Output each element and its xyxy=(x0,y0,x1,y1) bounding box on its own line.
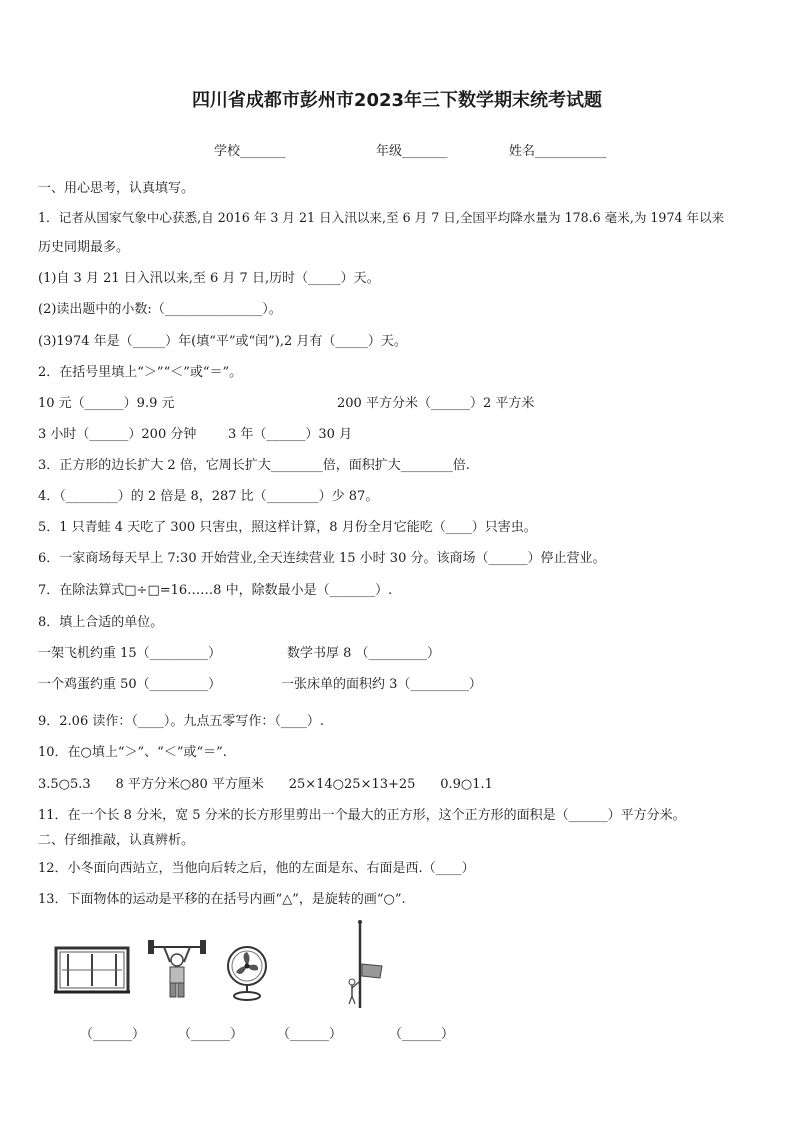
q1-part1: (1)自 3 月 21 日入汛以来,至 6 月 7 日,历时（_____）天。 xyxy=(38,271,380,286)
q7: 7．在除法算式□÷□=16……8 中，除数最小是（_______）. xyxy=(38,583,393,598)
section-1-heading: 一、用心思考，认真填写。 xyxy=(38,181,195,196)
q13-answer-1: （______） xyxy=(80,1027,146,1042)
page-title: 四川省成都市彭州市2023年三下数学期末统考试题 xyxy=(191,90,603,111)
q13-answer-2: （______） xyxy=(178,1027,244,1042)
q8-item-c: 一个鸡蛋约重 50（_________） xyxy=(38,677,222,692)
q8-item-a: 一架飞机约重 15（_________） xyxy=(38,646,222,661)
weightlifter-icon xyxy=(146,938,208,1006)
fan-icon xyxy=(222,944,272,1006)
q13-figures xyxy=(50,918,470,1008)
q8-item-d: 一张床单的面积约 3（_________） xyxy=(281,677,482,692)
q8-stem: 8．填上合适的单位。 xyxy=(38,615,164,630)
window-icon xyxy=(54,946,130,1000)
q9: 9．2.06 读作：（____）。九点五零写作：（____）. xyxy=(38,714,324,729)
q1-part3: (3)1974 年是（_____）年(填“平”或“闰”),2 月有（_____）天。 xyxy=(38,334,407,349)
q12: 12．小冬面向西站立，当他向后转之后，他的左面是东、右面是西.（____） xyxy=(38,861,475,876)
q3: 3．正方形的边长扩大 2 倍，它周长扩大________倍，面积扩大________倍. xyxy=(38,458,470,473)
q11: 11．在一个长 8 分米，宽 5 分米的长方形里剪出一个最大的正方形，这个正方形的面积是（______）平方分米。 xyxy=(38,808,686,823)
q1-line1: 1．记者从国家气象中心获悉,自 2016 年 3 月 21 日入汛以来,至 6 月 7 日,全国平均降水量为 178.6 毫米,为 1974 年以来 xyxy=(38,210,725,225)
q2-item-a: 10 元（______）9.9 元 xyxy=(38,396,175,411)
q5: 5．1 只青蛙 4 天吃了 300 只害虫，照这样计算，8 月份全月它能吃（____）只害虫。 xyxy=(38,520,537,535)
q4: 4．（________）的 2 倍是 8，287 比（________）少 87。 xyxy=(38,489,379,504)
q8-item-b: 数学书厚 8 （_________） xyxy=(287,646,441,661)
q6: 6．一家商场每天早上 7:30 开始营业,全天连续营业 15 小时 30 分。该商场（______）停止营业。 xyxy=(38,551,606,566)
q10-items: 3.5○5.3 8 平方分米○80 平方厘米 25×14○25×13+25 0.9○1.1 xyxy=(38,777,493,792)
name-field: 姓名___________ xyxy=(509,144,607,159)
q1-line2: 历史同期最多。 xyxy=(38,240,130,255)
q13-stem: 13．下面物体的运动是平移的在括号内画“△”，是旋转的画“○”. xyxy=(38,892,406,907)
section-2-heading: 二、仔细推敲，认真辨析。 xyxy=(38,833,195,848)
q10-stem: 10．在○填上“＞”、“＜”或“＝”. xyxy=(38,745,227,760)
q2-item-b: 200 平方分米（______）2 平方米 xyxy=(337,396,535,411)
q2-item-c: 3 小时（______）200 分钟 xyxy=(38,427,197,442)
q2-stem: 2．在括号里填上“＞”“＜”或“＝”。 xyxy=(38,365,243,380)
q13-answer-4: （______） xyxy=(389,1027,455,1042)
q13-answer-3: （______） xyxy=(277,1027,343,1042)
q2-item-d: 3 年（______）30 月 xyxy=(228,427,353,442)
school-field: 学校_______ xyxy=(214,144,286,159)
grade-field: 年级_______ xyxy=(376,144,448,159)
q1-part2: (2)读出题中的小数:（_______________）。 xyxy=(38,302,282,317)
flag-raising-icon xyxy=(340,918,386,1014)
